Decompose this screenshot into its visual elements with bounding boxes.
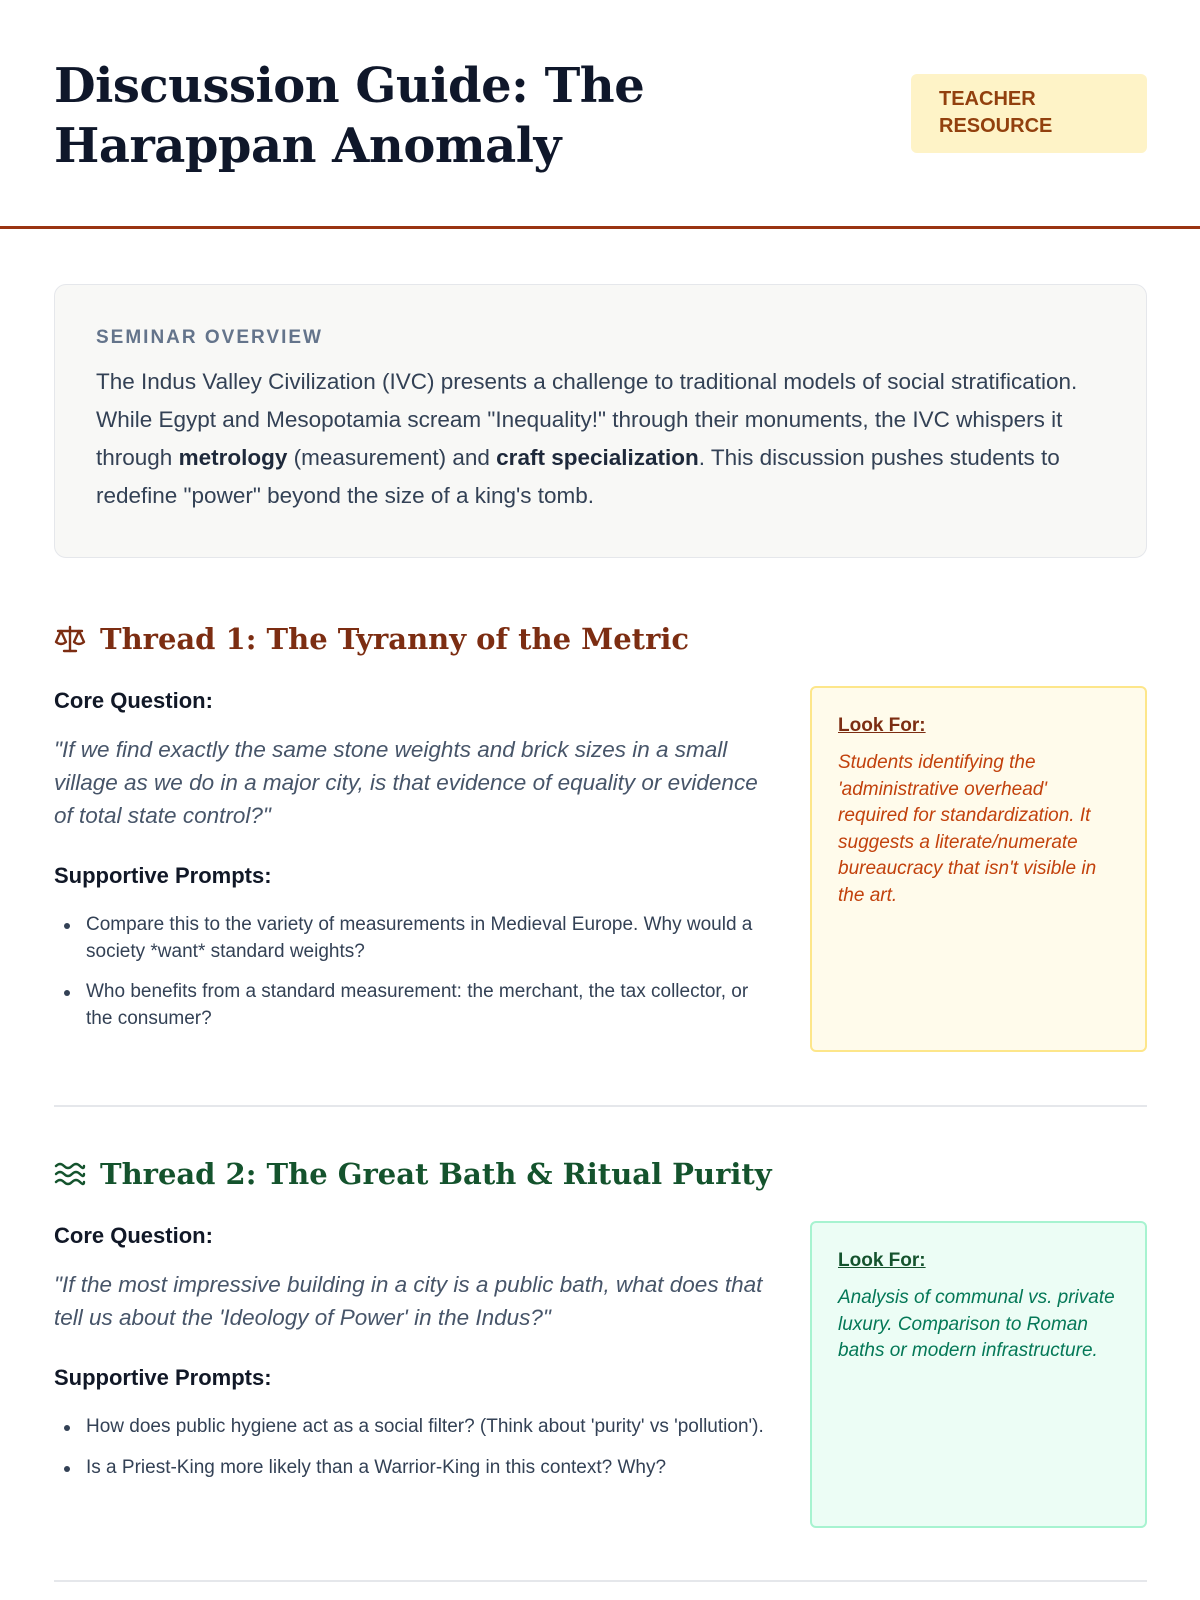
thread-question-column <box>54 1222 774 1495</box>
thread-title-text: Thread 1: The Tyranny of the Metric <box>100 622 690 656</box>
overview-label: SEMINAR OVERVIEW <box>96 327 323 348</box>
thread-title <box>54 1152 772 1196</box>
core-question-label: Core Question: <box>54 1223 213 1248</box>
look-for-box <box>810 686 1147 1052</box>
overview-text-part: The Indus Valley Civilization (IVC) presents a challenge to traditional models of social stratification. While Egypt and Mesopotamia scream "Inequality!" through their monuments, the IVC whispers it through <box>96 369 1078 470</box>
thread-1-section <box>54 617 1147 1057</box>
list-item: Who benefits from a standard measurement: the merchant, the tax collector, or the consumer? <box>86 979 774 1032</box>
thread-question-column <box>54 687 774 1046</box>
list-item: Is a Priest-King more likely than a Warrior-King in this context? Why? <box>86 1455 774 1482</box>
core-question-label: Core Question: <box>54 688 213 713</box>
look-for-label: Look For: <box>838 1250 926 1271</box>
seminar-overview-card <box>54 284 1147 558</box>
list-item: How does public hygiene act as a social filter? (Think about 'purity' vs 'pollution'). <box>86 1414 774 1441</box>
look-for-text: Analysis of communal vs. private luxury. Comparison to Roman baths or modern infrastructure. <box>838 1287 1115 1361</box>
teacher-resource-badge: TEACHER RESOURCE <box>911 74 1147 153</box>
scale-icon <box>54 624 86 654</box>
overview-text-part: (measurement) and <box>287 445 497 470</box>
supportive-prompts-label: Supportive Prompts: <box>54 863 272 888</box>
supportive-prompts-list <box>54 912 774 1032</box>
section-divider <box>54 1580 1147 1582</box>
thread-title-text: Thread 2: The Great Bath & Ritual Purity <box>100 1157 772 1191</box>
core-question-text: "If we find exactly the same stone weights and brick sizes in a small village as we do in a major city, is that evidence of equality or evidence of total state control?" <box>54 737 758 828</box>
overview-text <box>96 363 1105 515</box>
core-question-text: "If the most impressive building in a city is a public bath, what does that tell us about the 'Ideology of Power' in the Indus?" <box>54 1272 763 1330</box>
look-for-text: Students identifying the 'administrative overhead' required for standardization. It suggests a literate/numerate bureaucracy that isn't visible in the art. <box>838 752 1097 906</box>
overview-bold-term: metrology <box>178 445 288 470</box>
look-for-label: Look For: <box>838 715 926 736</box>
look-for-box <box>810 1221 1147 1528</box>
page-title: Discussion Guide: The Harappan Anomaly <box>54 58 645 174</box>
overview-text-part: . This discussion pushes students to redefine "power" beyond the size of a king's tomb. <box>96 445 1060 508</box>
supportive-prompts-label: Supportive Prompts: <box>54 1365 272 1390</box>
supportive-prompts-list <box>54 1414 774 1481</box>
list-item: Compare this to the variety of measurements in Medieval Europe. Why would a society *want* standard weights? <box>86 912 774 965</box>
thread-2-section <box>54 1152 1147 1532</box>
page-header <box>0 0 1200 229</box>
water-waves-icon <box>54 1161 86 1187</box>
overview-bold-term: craft specialization <box>496 445 699 470</box>
thread-title <box>54 617 689 661</box>
section-divider <box>54 1105 1147 1107</box>
